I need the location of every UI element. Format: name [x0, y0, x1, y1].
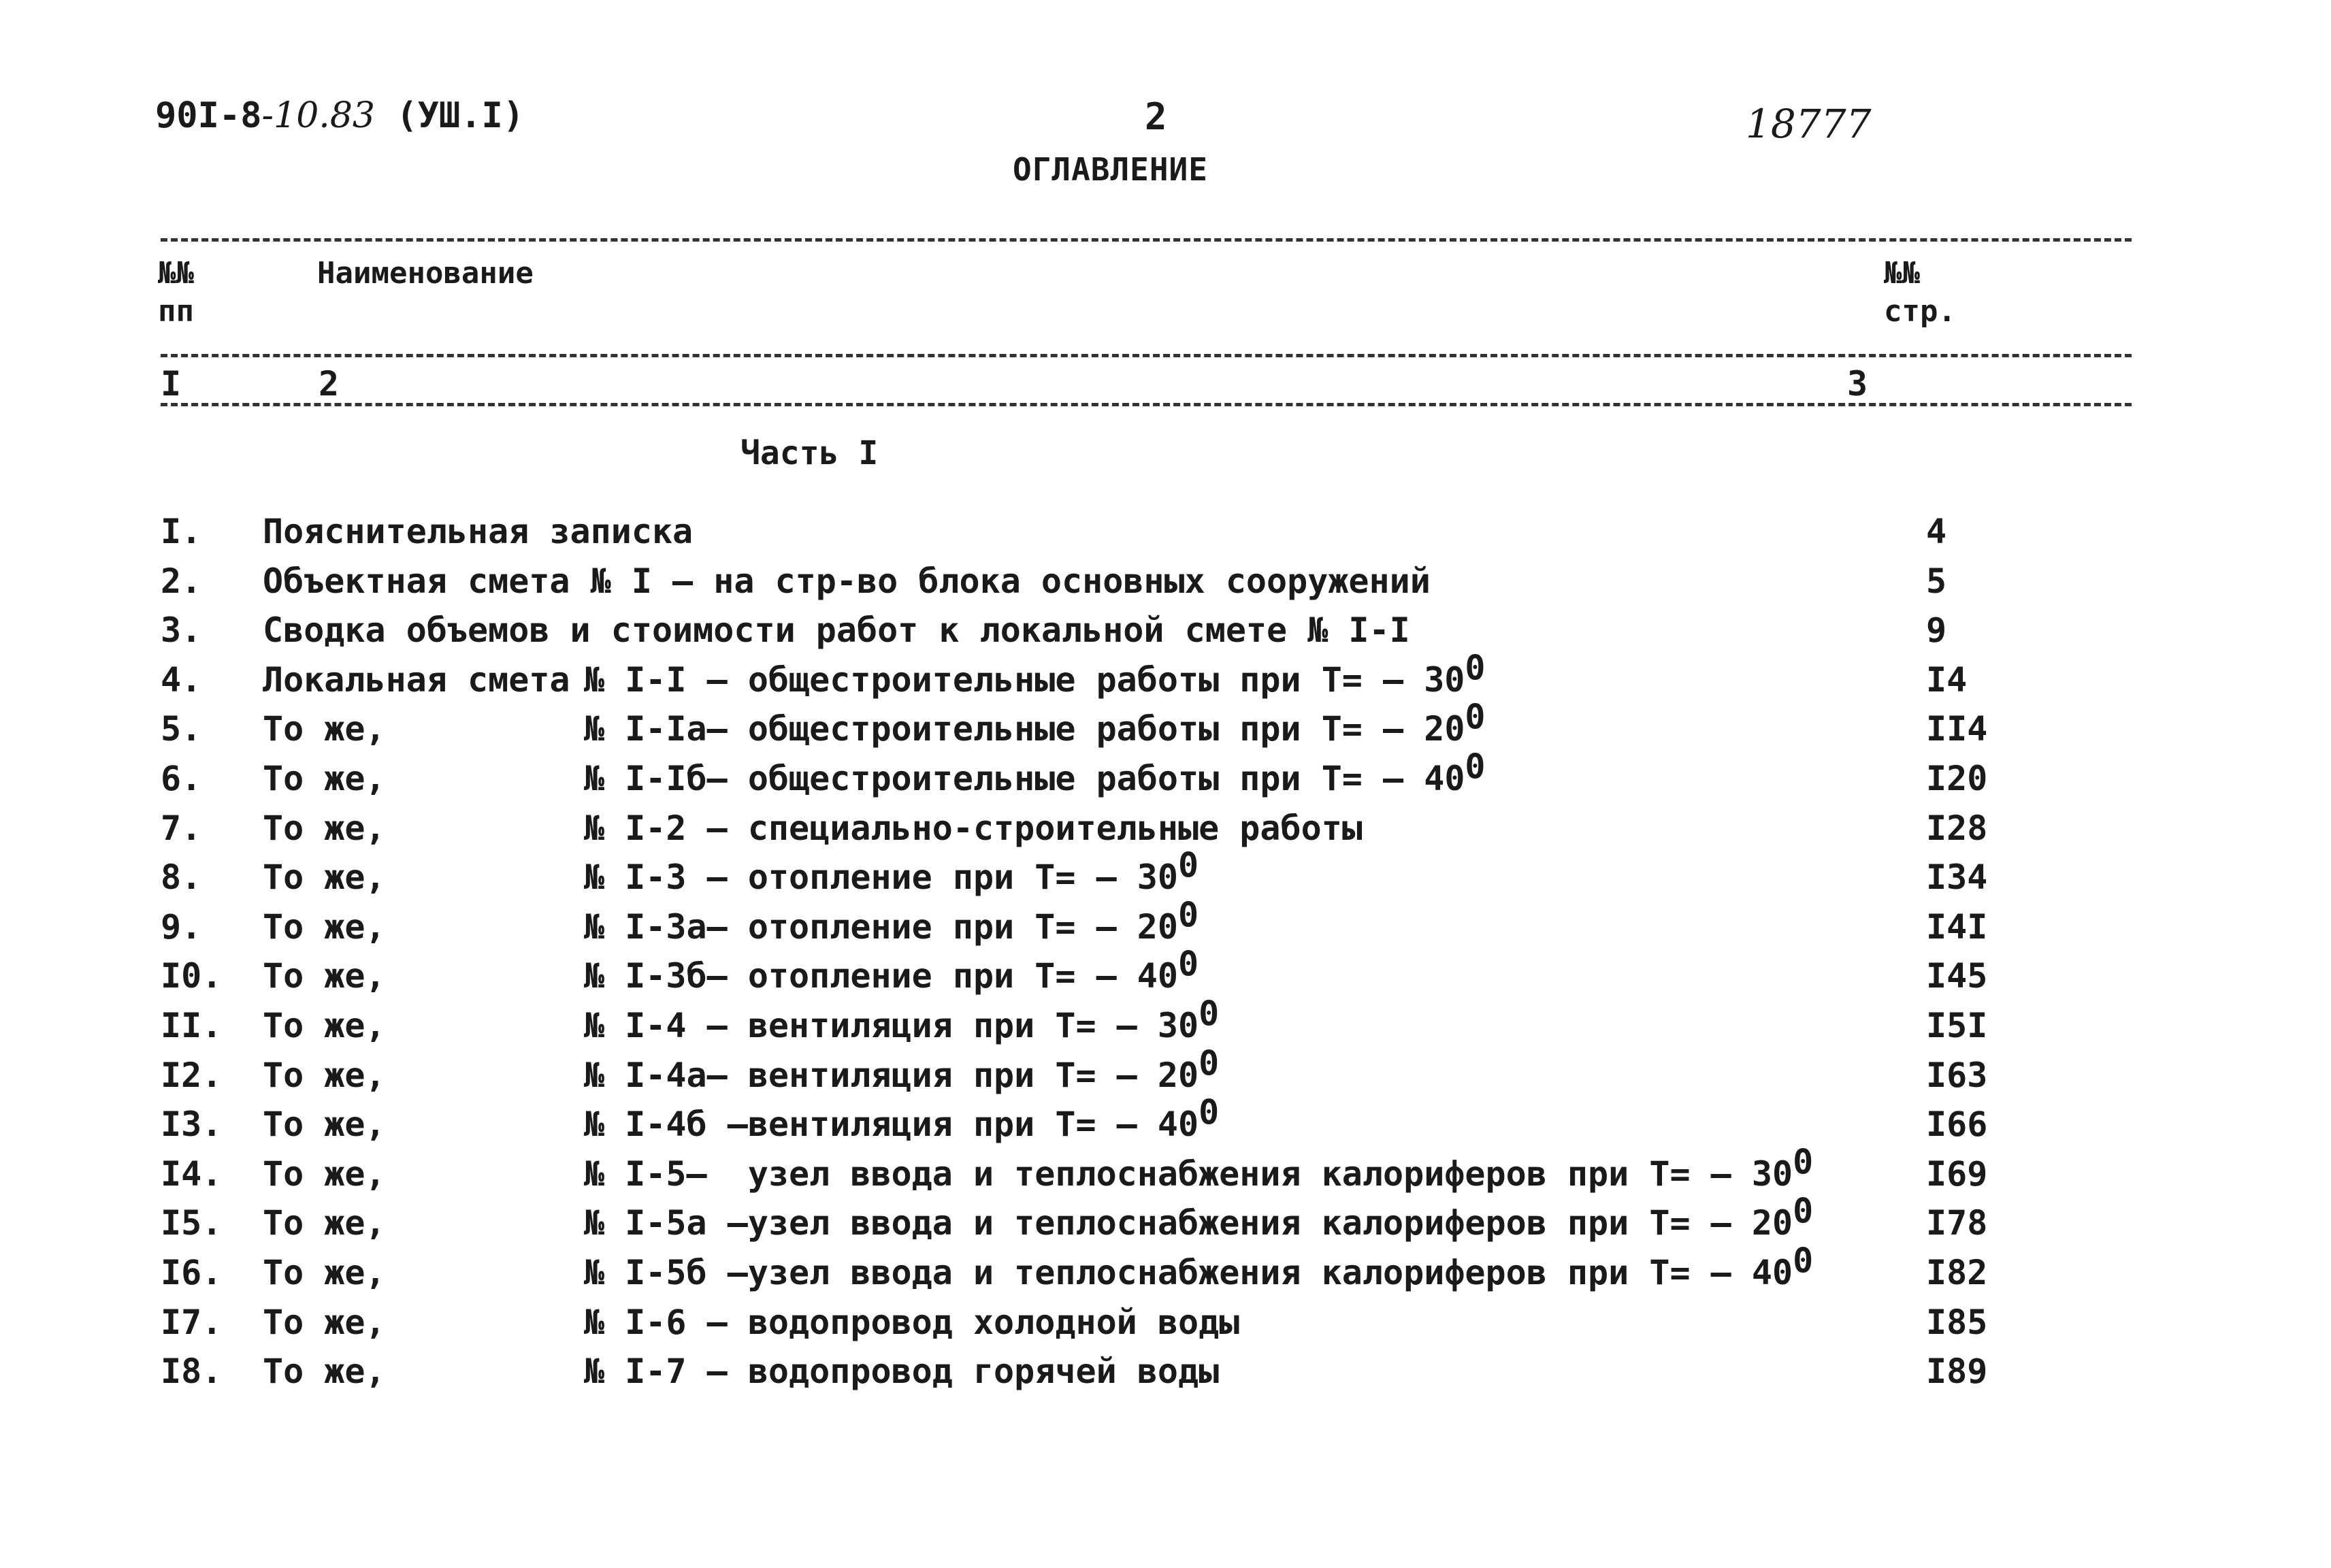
toc-entry	[0, 944, 2331, 1004]
toc-entry-prefix: То же,	[263, 1006, 386, 1045]
column-header-page-line1: №№	[1884, 256, 1920, 291]
toc-entry-page: I4	[1926, 660, 1968, 700]
toc-entry-number: II.	[161, 1006, 223, 1045]
toc-entry-number: I7.	[161, 1303, 223, 1342]
toc-entry-page: I4I	[1926, 907, 1988, 947]
toc-entry	[0, 1241, 2331, 1301]
toc-entry-prefix: То же,	[263, 907, 386, 947]
toc-entry-number: 4.	[161, 660, 202, 700]
toc-entry	[0, 808, 2331, 856]
toc-entry-prefix: Пояснительная записка	[263, 512, 694, 551]
toc-entry-ref: № I-5а	[584, 1203, 707, 1243]
table-bottom-rule	[161, 403, 2132, 406]
toc-entry-number: I6.	[161, 1253, 223, 1292]
toc-entry-description: –узел ввода и теплоснабжения калориферов при Т= – 20	[706, 1203, 1793, 1243]
toc-entry-number: I5.	[161, 1203, 223, 1243]
toc-entry-degree: 0	[1465, 648, 1486, 688]
toc-entry-prefix: То же,	[263, 1154, 386, 1194]
toc-entry-number: 9.	[161, 907, 202, 947]
toc-entry	[0, 648, 2331, 708]
toc-entry-prefix: То же,	[263, 1203, 386, 1243]
document-code	[155, 95, 524, 136]
toc-entry-degree: 0	[1793, 1191, 1814, 1231]
toc-entry	[0, 561, 2331, 609]
toc-entry-number: 5.	[161, 709, 202, 749]
toc-entry	[0, 1043, 2331, 1103]
column-header-page	[1884, 255, 1956, 331]
table-header-rule	[161, 354, 2132, 357]
toc-entry-ref: № I-3а	[584, 907, 707, 947]
toc-entry-title	[263, 895, 1199, 947]
toc-entry-page: I89	[1926, 1352, 1988, 1391]
toc-entry-description: – специально-строительные работы	[686, 808, 1363, 848]
toc-entry-description: – общестроительные работы при Т= – 20	[706, 709, 1465, 749]
toc-entry-page: I78	[1926, 1203, 1988, 1243]
toc-entry-page: II4	[1926, 709, 1988, 749]
part-title: Часть I	[740, 434, 879, 472]
toc-entry-title	[263, 1191, 1814, 1243]
toc-entry-degree: 0	[1177, 845, 1199, 885]
toc-entry-description: – отопление при Т= – 40	[706, 956, 1178, 996]
toc-entry-title	[263, 747, 1486, 798]
toc-entry	[0, 1352, 2331, 1399]
toc-entry-ref: № I-4а	[584, 1056, 707, 1095]
toc-entry-ref: № I-3	[584, 858, 687, 897]
toc-entry-title	[263, 808, 1363, 848]
toc-entry-title	[263, 610, 1410, 650]
toc-entry-prefix: Объектная смета № I – на стр-во блока основных сооружений	[263, 561, 1431, 601]
toc-entry-title	[263, 1142, 1814, 1194]
column-header-page-line2: стр.	[1884, 294, 1956, 329]
toc-entry-degree: 0	[1199, 994, 1220, 1034]
toc-entry-degree: 0	[1177, 944, 1199, 984]
toc-entry-title	[263, 1241, 1814, 1292]
toc-entry-page: I5I	[1926, 1006, 1988, 1045]
toc-entry-ref: № I-4	[584, 1006, 687, 1045]
toc-entry-description: – общестроительные работы при Т= – 40	[706, 759, 1465, 798]
page-number: 2	[1145, 95, 1167, 138]
toc-entry-title	[263, 648, 1486, 700]
toc-entry-degree: 0	[1465, 697, 1486, 737]
toc-entry	[0, 697, 2331, 757]
column-number-2: 2	[319, 364, 340, 404]
toc-entry-ref: № I-7	[584, 1352, 687, 1391]
toc-entry-description: – вентиляция при Т= – 20	[706, 1056, 1199, 1095]
toc-entry-degree: 0	[1177, 895, 1199, 935]
toc-entry-page: I28	[1926, 808, 1988, 848]
toc-entry-prefix: То же,	[263, 1253, 386, 1292]
toc-entry-ref: № I-5б	[584, 1253, 707, 1292]
page-title: ОГЛАВЛЕНИЕ	[1013, 151, 1208, 188]
toc-entry-title	[263, 1043, 1220, 1095]
toc-entry-prefix: То же,	[263, 1303, 386, 1342]
toc-entry-number: 6.	[161, 759, 202, 798]
toc-entry-number: I0.	[161, 956, 223, 996]
column-header-number	[158, 255, 194, 331]
toc-entry-number: I2.	[161, 1056, 223, 1095]
table-top-rule	[161, 238, 2132, 242]
toc-entry	[0, 895, 2331, 955]
toc-entry-prefix: То же,	[263, 1352, 386, 1391]
toc-entry-title	[263, 1092, 1220, 1144]
toc-entry-title	[263, 845, 1199, 897]
column-header-number-line1: №№	[158, 256, 194, 291]
column-header-name: Наименование	[317, 256, 534, 291]
toc-entry-prefix: То же,	[263, 1105, 386, 1144]
toc-entry	[0, 1303, 2331, 1350]
toc-entry-degree: 0	[1199, 1043, 1220, 1083]
toc-entry-page: I69	[1926, 1154, 1988, 1194]
column-number-1: I	[161, 364, 182, 404]
toc-entry-page: I82	[1926, 1253, 1988, 1292]
toc-entry-degree: 0	[1199, 1092, 1220, 1132]
toc-entry-title	[263, 944, 1199, 996]
toc-entry-prefix: То же,	[263, 808, 386, 848]
toc-entry-prefix: То же,	[263, 709, 386, 749]
toc-entry-prefix: Локальная смета	[263, 660, 570, 700]
toc-entry	[0, 610, 2331, 658]
toc-entry-page: I85	[1926, 1303, 1988, 1342]
column-number-3: 3	[1847, 364, 1868, 404]
toc-entry-degree: 0	[1793, 1142, 1814, 1182]
toc-entry-page: 9	[1926, 610, 1947, 650]
toc-entry-degree: 0	[1465, 747, 1486, 787]
document-code-printed: 90I-8	[155, 95, 262, 136]
toc-entry-number: 7.	[161, 808, 202, 848]
toc-entry-page: I45	[1926, 956, 1988, 996]
toc-entry-number: I8.	[161, 1352, 223, 1391]
toc-entry	[0, 1092, 2331, 1152]
toc-entry-ref: № I-Iа	[584, 709, 707, 749]
toc-entry-ref: № I-4б	[584, 1105, 707, 1144]
toc-entry-title	[263, 1352, 1219, 1391]
toc-entry-page: I34	[1926, 858, 1988, 897]
toc-entry-page: 4	[1926, 512, 1947, 551]
toc-entry	[0, 747, 2331, 806]
toc-entry-description: – отопление при Т= – 30	[686, 858, 1178, 897]
toc-entry	[0, 994, 2331, 1054]
toc-entry	[0, 1142, 2331, 1202]
toc-entry-page: 5	[1926, 561, 1947, 601]
toc-entry-title	[263, 512, 693, 551]
toc-entry-title	[263, 994, 1220, 1045]
document-code-tag: (УШ.I)	[396, 95, 525, 136]
toc-entry-description: – общестроительные работы при Т= – 30	[686, 660, 1465, 700]
toc-entry-description: – узел ввода и теплоснабжения калориферов при Т= – 30	[686, 1154, 1793, 1194]
toc-entry-description: –узел ввода и теплоснабжения калориферов при Т= – 40	[706, 1253, 1793, 1292]
toc-entry-page: I20	[1926, 759, 1988, 798]
toc-entry	[0, 512, 2331, 559]
toc-entry-ref: № I-3б	[584, 956, 707, 996]
toc-entry-number: I4.	[161, 1154, 223, 1194]
toc-entry-number: 3.	[161, 610, 202, 650]
toc-entry-page: I63	[1926, 1056, 1988, 1095]
toc-entry-number: I3.	[161, 1105, 223, 1144]
toc-entry-prefix: То же,	[263, 956, 386, 996]
toc-entry-description: – водопровод горячей воды	[686, 1352, 1220, 1391]
toc-entry-title	[263, 1303, 1239, 1342]
toc-entry-title	[263, 697, 1486, 749]
toc-entry-number: I.	[161, 512, 202, 551]
toc-entry-description: – вентиляция при Т= – 30	[686, 1006, 1199, 1045]
toc-entry-ref: № I-I	[584, 660, 687, 700]
column-header-number-line2: пп	[158, 294, 194, 329]
toc-entry-ref: № I-5	[584, 1154, 687, 1194]
toc-entry-description: – отопление при Т= – 20	[706, 907, 1178, 947]
toc-entry-number: 2.	[161, 561, 202, 601]
toc-entry-ref: № I-6	[584, 1303, 687, 1342]
toc-entry-prefix: То же,	[263, 1056, 386, 1095]
toc-entry-ref: № I-Iб	[584, 759, 707, 798]
toc-entry	[0, 845, 2331, 905]
toc-entry-page: I66	[1926, 1105, 1988, 1144]
inventory-number: 18777	[1746, 101, 1872, 147]
toc-entry-prefix: Сводка объемов и стоимости работ к локальной смете № I-I	[263, 610, 1410, 650]
toc-entry-ref: № I-2	[584, 808, 687, 848]
toc-entry-degree: 0	[1793, 1241, 1814, 1281]
toc-entry-number: 8.	[161, 858, 202, 897]
toc-entry-description: –вентиляция при Т= – 40	[706, 1105, 1199, 1144]
toc-entry-title	[263, 561, 1431, 601]
toc-entry-prefix: То же,	[263, 759, 386, 798]
document-code-handwritten: -10.83	[261, 95, 375, 136]
toc-entry-description: – водопровод холодной воды	[686, 1303, 1240, 1342]
toc-entry	[0, 1191, 2331, 1251]
toc-entry-prefix: То же,	[263, 858, 386, 897]
